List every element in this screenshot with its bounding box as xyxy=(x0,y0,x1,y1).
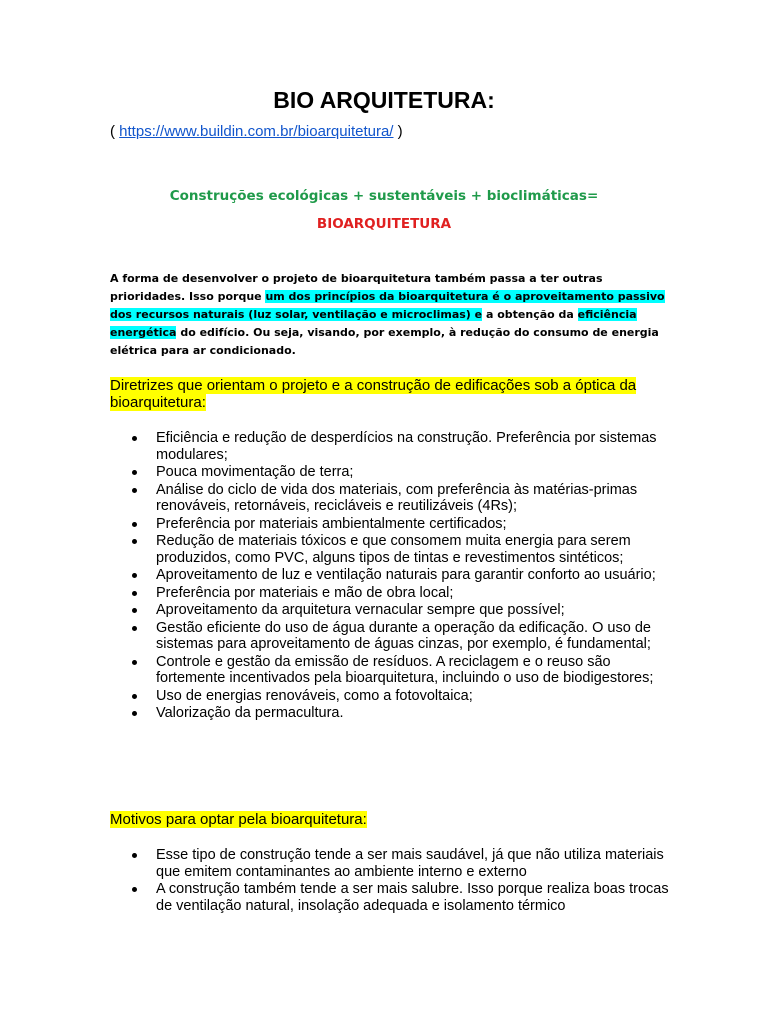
list-item-text: Aproveitamento da arquitetura vernacular sempre que possível; xyxy=(156,602,565,618)
list-item-text: Esse tipo de construção tende a ser mais saudável, já que não utiliza materiais que emitem contaminantes ao ambiente interno e externo xyxy=(156,847,664,880)
list-item xyxy=(110,533,670,566)
list-item xyxy=(110,516,670,533)
bullet-icon xyxy=(132,853,137,858)
intro-highlight-efficiency: eficiência energética xyxy=(110,308,637,339)
source-link[interactable]: https://www.buildin.com.br/bioarquitetura/ xyxy=(119,123,394,140)
list-item-text: Pouca movimentação de terra; xyxy=(156,464,354,480)
bullet-icon xyxy=(132,608,137,613)
list-item xyxy=(110,847,670,880)
bullet-icon xyxy=(132,694,137,699)
bullet-icon xyxy=(132,660,137,665)
intro-part2: a obtenção da xyxy=(482,308,578,321)
bullet-icon xyxy=(132,591,137,596)
list-item xyxy=(110,688,670,705)
bullet-icon xyxy=(132,470,137,475)
bullet-icon xyxy=(132,711,137,716)
list-item xyxy=(110,430,670,463)
section2-heading-text: Motivos para optar pela bioarquitetura: xyxy=(110,811,367,828)
list-item-text: Preferência por materiais ambientalmente certificados; xyxy=(156,515,507,532)
list-item xyxy=(110,881,670,914)
section1-heading-text: Diretrizes que orientam o projeto e a construção de edificações sob a óptica da bioarquitetura: xyxy=(110,377,637,411)
list-item-text: Uso de energias renováveis, como a fotovoltaica; xyxy=(156,687,473,704)
bullet-icon xyxy=(132,488,137,493)
list-item-text: A construção também tende a ser mais salubre. Isso porque realiza boas trocas de ventilação natural, insolação adequada e isolamento térmico xyxy=(156,881,669,914)
list-item-text: Valorização da permacultura. xyxy=(156,705,344,721)
intro-highlight-principle: um dos princípios da bioarquitetura é o aproveitamento passivo dos recursos naturais (luz solar, ventilação e microclimas) e xyxy=(110,290,665,321)
list-item-text: Controle e gestão da emissão de resíduos. A reciclagem e o reuso são fortemente incentivados pela bioarquitetura, incluindo o uso de biodigestores; xyxy=(156,653,654,686)
list-item xyxy=(110,620,670,653)
section2-heading xyxy=(110,811,670,828)
list-item-text: Preferência por materiais e mão de obra local; xyxy=(156,584,454,601)
list-item xyxy=(110,705,670,722)
list-item-text: Redução de materiais tóxicos e que consomem muita energia para serem produzidos, como PVC, alguns tipos de tintas e revestimentos sintéticos; xyxy=(156,533,631,566)
bullet-icon xyxy=(132,573,137,578)
list-item xyxy=(110,482,670,515)
subtitle-green: Construções ecológicas + sustentáveis + bioclimáticas= xyxy=(169,188,599,204)
section2-list xyxy=(110,847,670,915)
bullet-icon xyxy=(132,539,137,544)
list-item xyxy=(110,567,670,584)
intro-part1: A forma de desenvolver o projeto de bioarquitetura também passa a ter outras prioridades. Isso porque xyxy=(110,272,603,303)
bullet-icon xyxy=(132,887,137,892)
list-item-text: Eficiência e redução de desperdícios na construção. Preferência por sistemas modulares; xyxy=(156,430,657,463)
section1-heading xyxy=(110,377,670,411)
source-open-paren: ( xyxy=(110,123,120,140)
intro-part3: do edifício. Ou seja, visando, por exemplo, à redução do consumo de energia elétrica para ar condicionado. xyxy=(110,326,659,357)
list-item-text: Análise do ciclo de vida dos materiais, com preferência às matérias-primas renováveis, retornáveis, recicláveis e reutilizáveis (4Rs); xyxy=(156,481,638,514)
list-item-text: Aproveitamento de luz e ventilação naturais para garantir conforto ao usuário; xyxy=(156,567,656,583)
intro-paragraph xyxy=(110,270,670,360)
section1-list xyxy=(110,430,670,723)
list-item xyxy=(110,654,670,687)
bullet-icon xyxy=(132,522,137,527)
list-item xyxy=(110,464,670,481)
bullet-icon xyxy=(132,436,137,441)
list-item-text: Gestão eficiente do uso de água durante a operação da edificação. O uso de sistemas para aproveitamento de águas cinzas, por exemplo, é fundamental; xyxy=(156,619,651,652)
list-item xyxy=(110,602,670,619)
source-close-paren: ) xyxy=(393,123,403,140)
source-line xyxy=(110,122,403,142)
list-item xyxy=(110,585,670,602)
bullet-icon xyxy=(132,626,137,631)
document-title: BIO ARQUITETURA: xyxy=(273,87,495,113)
subtitle-red: BIOARQUITETURA xyxy=(316,216,452,232)
